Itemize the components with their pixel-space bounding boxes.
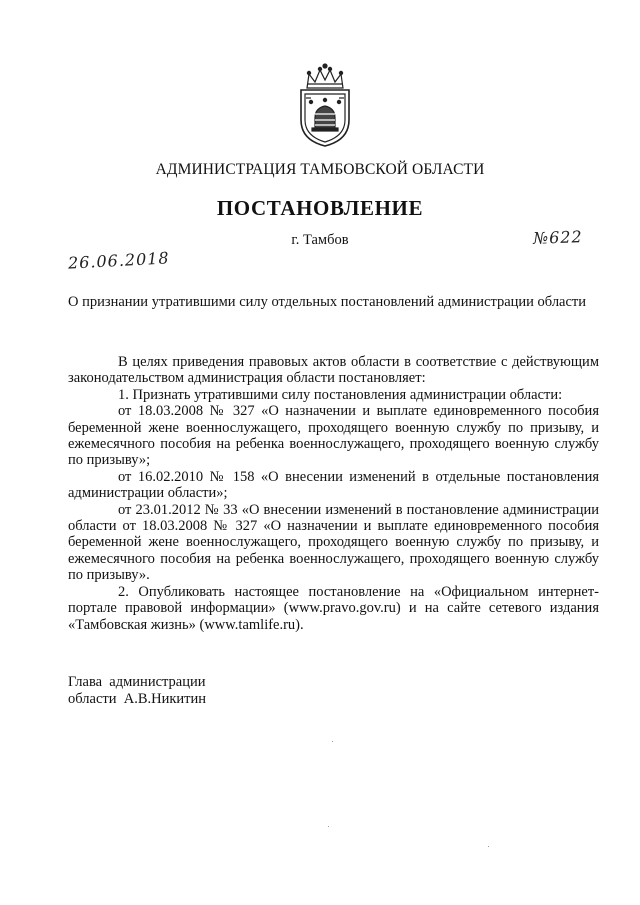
agency-name: АДМИНИСТРАЦИЯ ТАМБОВСКОЙ ОБЛАСТИ: [155, 161, 485, 178]
document-subject: О признании утратившими силу отдельных постановлений администрации области: [68, 294, 587, 310]
handwritten-number: №622: [532, 227, 584, 248]
city: г. Тамбов: [291, 232, 349, 248]
handwritten-date: 26.06.2018: [67, 248, 171, 273]
signature-title: Глава администрации: [68, 674, 206, 690]
scan-speck: [488, 846, 489, 847]
body-paragraph: В целях приведения правовых актов области в соответствие с действующим законодательством администрация области постановляет:: [68, 354, 599, 387]
signature-name: области А.В.Никитин: [68, 691, 207, 707]
body-paragraph: 1. Признать утратившими силу постановления администрации области:: [118, 386, 563, 403]
body-paragraph: от 16.02.2010 № 158 «О внесении изменений в отдельные постановления администрации области»;: [68, 468, 599, 502]
scan-speck: [332, 741, 333, 742]
scan-speck: [328, 826, 329, 827]
signature-block: [68, 674, 206, 708]
body-paragraph: 2. Опубликовать настоящее постановление на «Официальном интернет-портале правовой информации» (www.pravo.gov.ru) и на сайте сетевого издания «Тамбовская жизнь» (www.tamlife.ru).: [68, 583, 599, 633]
tambov-coat-of-arms-icon: [297, 62, 353, 148]
body-paragraph: от 18.03.2008 № 327 «О назначении и выплате единовременного пособия беременной жене военнослужащего, проходящего военную службу по призыву, и ежемесячного пособия на ребенка военнослужащего, проходящего военную службу по призыву»;: [68, 403, 599, 469]
body-paragraph: от 23.01.2012 № 33 «О внесении изменений в постановление администрации области от 18.03.2008 № 327 «О назначении и выплате единовременного пособия беременной жене военнослужащего, проходящего военную службу по призыву, и ежемесячного пособия на ребенка военнослужащего, проходящего военную службу по призыву».: [68, 501, 599, 584]
document-body: [68, 354, 599, 633]
document-type-title: ПОСТАНОВЛЕНИЕ: [216, 196, 424, 220]
